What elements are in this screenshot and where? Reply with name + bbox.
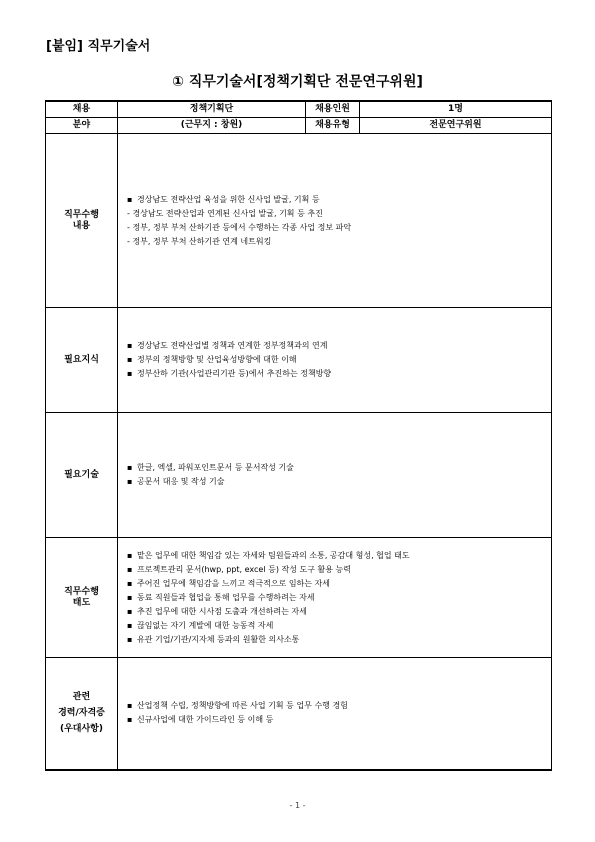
list-item: ▪ 끊임없는 자기 계발에 대한 능동적 자세: [127, 619, 545, 633]
field-label-cell: 채용: [46, 101, 118, 118]
section-label-preferred: 관련 경력/자격증 (우대사항): [46, 658, 118, 770]
list-item: ▪ 유관 기업/기관/지자체 등과의 원활한 의사소통: [127, 633, 545, 647]
list-item: ▪ 맡은 업무에 대한 책임감 있는 자세와 팀원들과의 소통, 공감대 형성, 협업 태도: [127, 549, 545, 563]
work-location-cell: (근무지 : 창원): [118, 118, 306, 134]
section-label-duties: 직무수행 내용: [46, 134, 118, 308]
list-item: ▪ 프로젝트관리 문서(hwp, ppt, excel 등) 작성 도구 활용 능력: [127, 563, 545, 577]
list-item: ▪ 경상남도 전략산업 육성을 위한 신사업 발굴, 기획 등: [127, 193, 545, 207]
list-item: ▪ 한글, 엑셀, 파워포인트문서 등 문서작성 기술: [127, 461, 545, 475]
list-item: ▪ 정부산하 기관(사업관리기관 등)에서 추진하는 정책방향: [127, 367, 545, 381]
section-label-skills: 필요기술: [46, 413, 118, 538]
page-number: - 1 -: [289, 801, 306, 810]
list-item: - 정부, 정부 부처 산하기관 등에서 수행하는 각종 사업 정보 파악: [127, 221, 545, 235]
headcount-value: 1명: [360, 101, 552, 118]
list-item: - 경상남도 전략산업과 연계된 신사업 발굴, 기획 등 추진: [127, 207, 545, 221]
page-title: [붙임] 직무기술서: [46, 39, 151, 54]
section-content-attitude: [118, 538, 552, 658]
department-cell: 정책기획단: [118, 101, 306, 118]
section-label-knowledge: 필요지식: [46, 308, 118, 413]
job-description-table: [45, 100, 552, 771]
section-label-attitude: 직무수행 태도: [46, 538, 118, 658]
list-item: ▪ 신규사업에 대한 가이드라인 등 이해 등: [127, 713, 545, 727]
section-content-duties: [118, 134, 552, 308]
list-item: ▪ 주어진 업무에 책임감을 느끼고 적극적으로 임하는 자세: [127, 577, 545, 591]
list-item: ▪ 경상남도 전략산업별 정책과 연계한 정부정책과의 연계: [127, 339, 545, 353]
list-item: - 정부, 정부 부처 산하기관 연계 네트워킹: [127, 235, 545, 249]
headcount-label: 채용인원: [306, 101, 360, 118]
list-item: ▪ 추진 업무에 대한 시사점 도출과 개선하려는 자세: [127, 605, 545, 619]
employment-type-label: 채용유형: [306, 118, 360, 134]
document-title: ① 직무기술서[정책기획단 전문연구위원]: [172, 74, 423, 90]
list-item: ▪ 산업정책 수립, 정책방향에 따른 사업 기획 등 업무 수행 경험: [127, 699, 545, 713]
section-content-preferred: [118, 658, 552, 770]
field-label-cell-2: 분야: [46, 118, 118, 134]
section-content-skills: [118, 413, 552, 538]
list-item: ▪ 공문서 대응 및 작성 기술: [127, 475, 545, 489]
section-content-knowledge: [118, 308, 552, 413]
list-item: ▪ 동료 직원들과 협업을 통해 업무를 수행하려는 자세: [127, 591, 545, 605]
list-item: ▪ 정부의 정책방향 및 산업육성방향에 대한 이해: [127, 353, 545, 367]
employment-type-value: 전문연구위원: [360, 118, 552, 134]
